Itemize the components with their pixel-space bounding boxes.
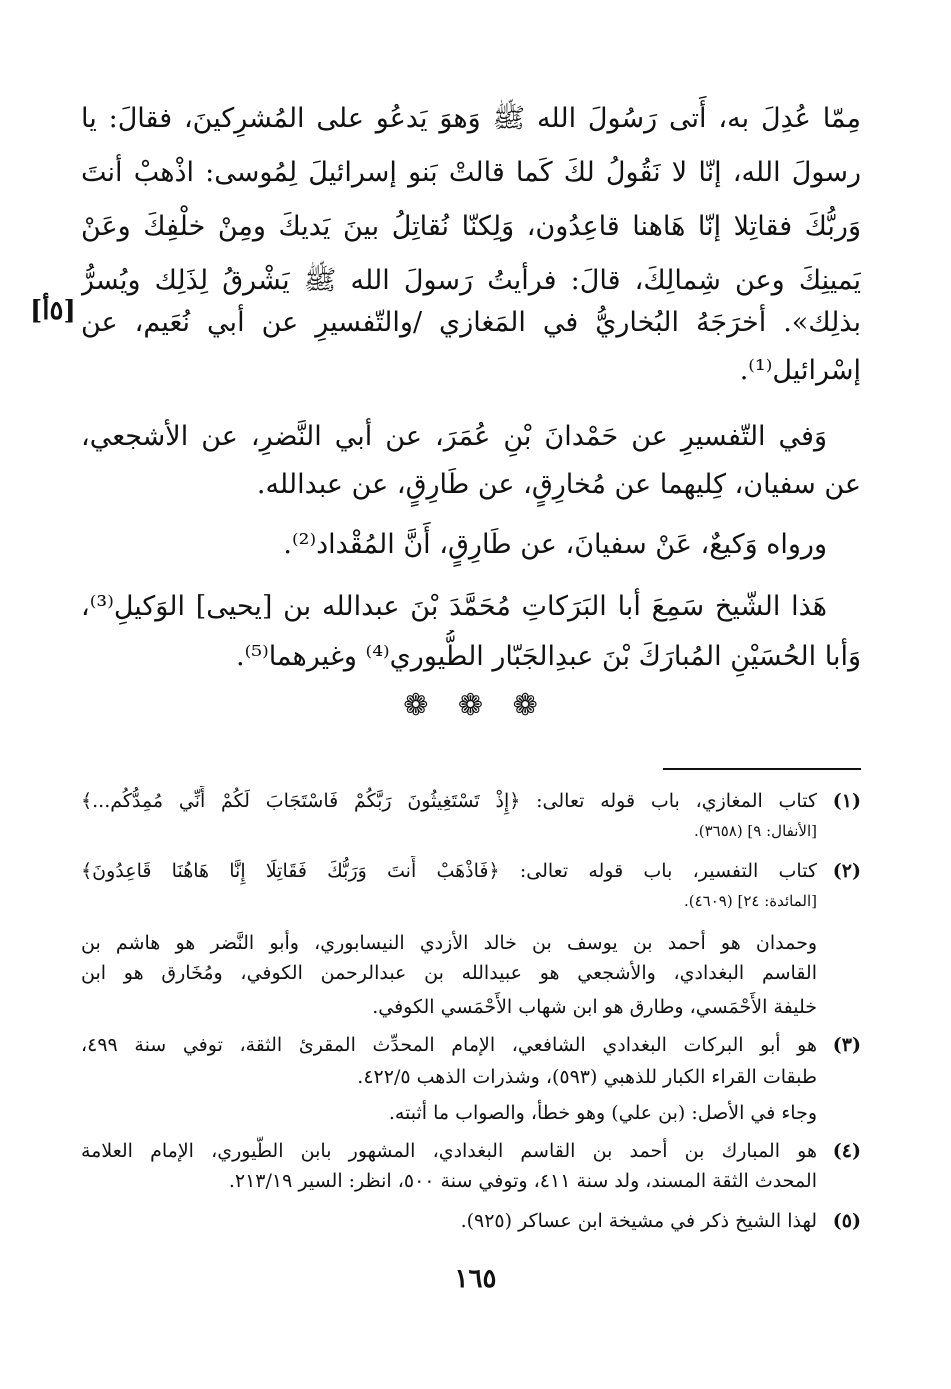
section-ornament: ❁ ❁ ❁ — [403, 688, 548, 723]
footnote-text: كتاب المغازي، باب قوله تعالى: ﴿إِذْ تَسْتَغِيثُونَ رَبَّكُمْ فَاسْتَجَابَ لَكُمْ أَنِّي مُمِدُّكُم...﴾ — [81, 790, 817, 812]
footnote-line — [81, 816, 861, 846]
body-line: وَأبا الحُسَيْنِ المُبارَكَ بْنَ عبدِالجَبّار الطُّيوري⁽⁴⁾ وغيرهما⁽⁵⁾. — [236, 641, 861, 672]
footnote-line — [81, 886, 861, 916]
footnote-text: وحمدان هو أحمد بن يوسف بن خالد الأزدي النيسابوري، وأبو النَّضر هو هاشم بن — [81, 932, 817, 954]
page-number: ١٦٥ — [454, 1264, 497, 1294]
body-line: ورواه وَكيعٌ، عَنْ سفيانَ، عن طَارِقٍ، أَنَّ المُقْداد⁽²⁾. — [283, 529, 827, 560]
body-line: وَفي التّفسيرِ عن حَمْدانَ بْنِ عُمَرَ، عن أبي النَّضرِ، عن الأشجعي، — [81, 421, 827, 452]
footnote-text: كتاب التفسير، باب قوله تعالى: ﴿فَاذْهَبْ أَنتَ وَرَبُّكَ فَقَاتِلَا إِنَّا هَاهُنَا قَاعِدُونَ﴾ — [81, 860, 817, 882]
footnote-text: هو المبارك بن أحمد بن القاسم البغدادي، المشهور بابن الطُّيوري، الإمام العلامة — [81, 1140, 817, 1162]
footnote-line — [81, 856, 861, 886]
footnote-text: القاسم البغدادي، والأشجعي هو عبيدالله بن عبدالرحمن الكوفي، ومُخَارق هو ابن — [81, 962, 817, 984]
body-line: مِمّا عُدِلَ به، أَتى رَسُولَ الله ﷺ وَهوَ يَدعُو على المُشرِكينَ، فقالَ: يا — [81, 103, 861, 134]
footnote-line — [81, 1062, 861, 1092]
footnote-number: (١) — [832, 790, 861, 812]
footnote-line — [81, 1136, 861, 1166]
footnote-number: (٢) — [832, 860, 861, 882]
footnote-line — [81, 1030, 861, 1060]
footnote-text: هو أبو البركات البغدادي الشافعي، الإمام المحدِّث المقرئ الثقة، توفي سنة ٤٩٩، — [81, 1034, 817, 1056]
body-line: رسولَ الله، إنّا لا نَقُولُ لكَ كَما قالتْ بَنو إسرائيلَ لِمُوسى: اذْهبْ أنتَ — [81, 157, 861, 188]
footnote-line — [81, 786, 861, 816]
footnote-line — [81, 958, 861, 988]
footnote-separator — [663, 768, 861, 770]
footnote-number: (٤) — [832, 1140, 861, 1162]
body-line: بذلِك». أخرَجَهُ البُخاريُّ في المَغازي /والتّفسيرِ عن أبي نُعَيم، عن — [81, 307, 861, 338]
footnote-number: (٥) — [832, 1210, 861, 1232]
body-line: إسْرائيل⁽¹⁾. — [739, 355, 861, 386]
footnote-text: لهذا الشيخ ذكر في مشيخة ابن عساكر (٩٢٥). — [460, 1210, 817, 1232]
footnote-text: [الأنفال: ٩] (٣٦٥٨). — [693, 822, 817, 840]
footnote-text: طبقات القراء الكبار للذهبي (٥٩٣)، وشذرات الذهب ٤٢٢/٥. — [357, 1066, 817, 1088]
footnote-text: خليفة الأَحْمَسي، وطارق هو ابن شهاب الأَحْمَسي الكوفي. — [372, 996, 817, 1018]
body-line: هَذا الشّيخ سَمِعَ أبا البَرَكاتِ مُحَمَّدَ بْنَ عبدالله بن [يحيى] الوَكيلِ⁽³⁾، — [81, 591, 827, 622]
footnote-text: [المائدة: ٢٤] (٤٦٠٩). — [683, 892, 817, 910]
footnote-number: (٣) — [832, 1034, 861, 1056]
footnote-line — [81, 1166, 861, 1196]
footnote-text: المحدث الثقة المسند، ولد سنة ٤١١، وتوفي سنة ٥٠٠، انظر: السير ٢١٣/١٩. — [228, 1170, 817, 1192]
footnote-line — [81, 928, 861, 958]
footnote-line — [81, 1098, 861, 1128]
footnote-line — [81, 992, 861, 1022]
footnote-text: وجاء في الأصل: (بن علي) وهو خطأ، والصواب ما أثبته. — [388, 1102, 817, 1124]
body-line: عن سفيان، كِليهما عن مُخارِقٍ، عن طَارِقٍ، عن عبدالله. — [256, 469, 861, 500]
body-line: وَربُّكَ فقاتِلا إنّا هَاهنا قاعِدُون، وَلِكنّا نُقاتِلُ بينَ يَديكَ ومِنْ خلْفِكَ وعَنْ — [81, 211, 861, 242]
margin-folio-reference: [٥أ] — [30, 296, 76, 326]
body-line: يَمينِكَ وعن شِمالِكَ، قالَ: فرأيتُ رَسولَ الله ﷺ يَشْرقُ لِذَلِك ويُسرُّ — [81, 265, 861, 296]
footnote-line — [81, 1206, 861, 1236]
